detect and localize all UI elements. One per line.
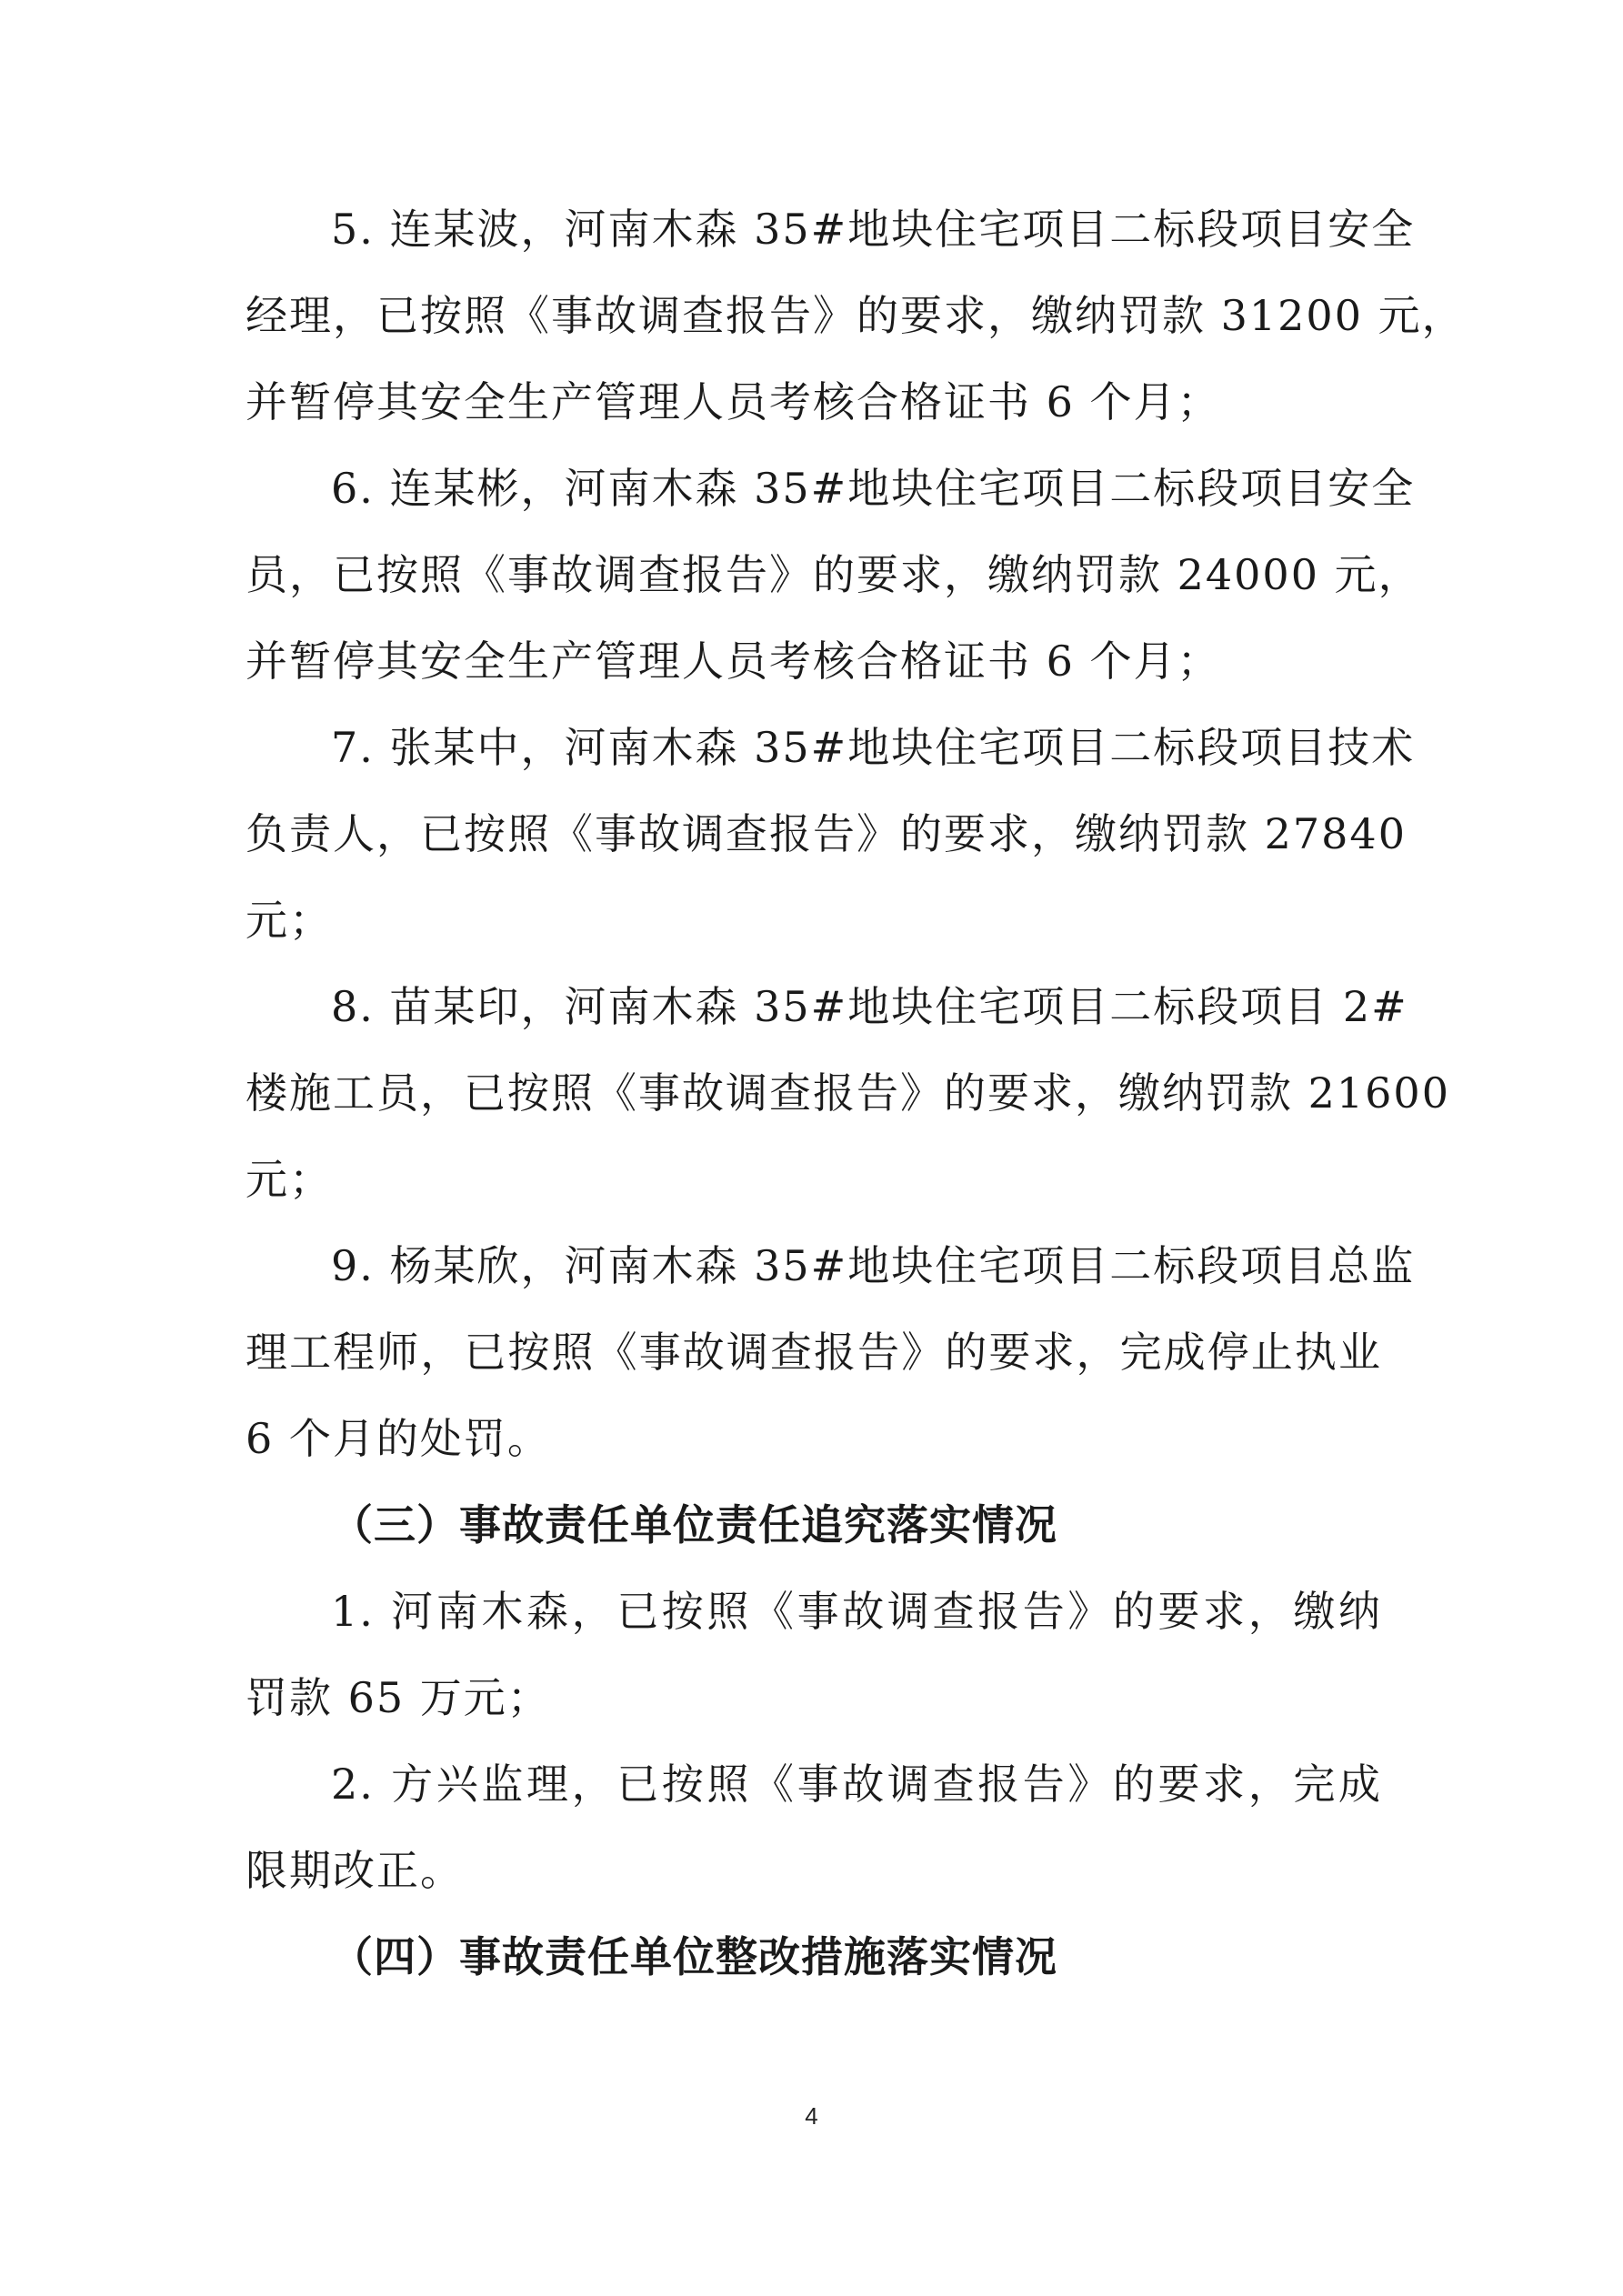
paragraph-item-8	[245, 964, 1450, 1223]
text-line: 员，已按照《事故调查报告》的要求，缴纳罚款 24000 元，	[245, 550, 1422, 599]
page-number: 4	[805, 2102, 818, 2130]
text-line: 罚款 65 万元；	[245, 1673, 551, 1722]
text-line: 并暂停其安全生产管理人员考核合格证书 6 个月；	[245, 377, 1221, 426]
text-line: 5. 连某波，河南木森 35#地块住宅项目二标段项目安全	[331, 205, 1416, 254]
paragraph-item-6	[245, 446, 1422, 705]
paragraph-unit-1	[245, 1569, 1382, 1741]
section-heading-4: （四）事故责任单位整改措施落实情况	[331, 1932, 1057, 1981]
text-line: 2. 方兴监理，已按照《事故调查报告》的要求，完成	[331, 1760, 1382, 1809]
text-line: 负责人，已按照《事故调查报告》的要求，缴纳罚款 27840	[245, 809, 1407, 858]
paragraph-item-7	[245, 705, 1416, 964]
text-line: 理工程师，已按照《事故调查报告》的要求，完成停止执业	[245, 1328, 1382, 1377]
text-line: 元；	[245, 896, 333, 945]
text-line: 1. 河南木森，已按照《事故调查报告》的要求，缴纳	[331, 1587, 1382, 1636]
text-line: 6 个月的处罚。	[245, 1414, 551, 1463]
paragraph-item-5	[245, 186, 1466, 446]
text-line: 8. 苗某印，河南木森 35#地块住宅项目二标段项目 2#	[331, 982, 1408, 1031]
text-line: 9. 杨某欣，河南木森 35#地块住宅项目二标段项目总监	[331, 1241, 1416, 1290]
section-heading-3: （三）事故责任单位责任追究落实情况	[331, 1500, 1057, 1549]
text-line: 6. 连某彬，河南木森 35#地块住宅项目二标段项目安全	[331, 464, 1416, 513]
text-line: 限期改正。	[245, 1846, 464, 1895]
text-line: 7. 张某中，河南木森 35#地块住宅项目二标段项目技术	[331, 723, 1416, 772]
text-line: 经理，已按照《事故调查报告》的要求，缴纳罚款 31200 元，	[245, 291, 1466, 340]
text-line: 楼施工员，已按照《事故调查报告》的要求，缴纳罚款 21600	[245, 1068, 1450, 1118]
text-line: 并暂停其安全生产管理人员考核合格证书 6 个月；	[245, 637, 1221, 686]
text-line: 元；	[245, 1155, 333, 1204]
paragraph-unit-2	[245, 1741, 1382, 1914]
document-body	[245, 186, 1466, 2000]
paragraph-item-9	[245, 1223, 1416, 1482]
